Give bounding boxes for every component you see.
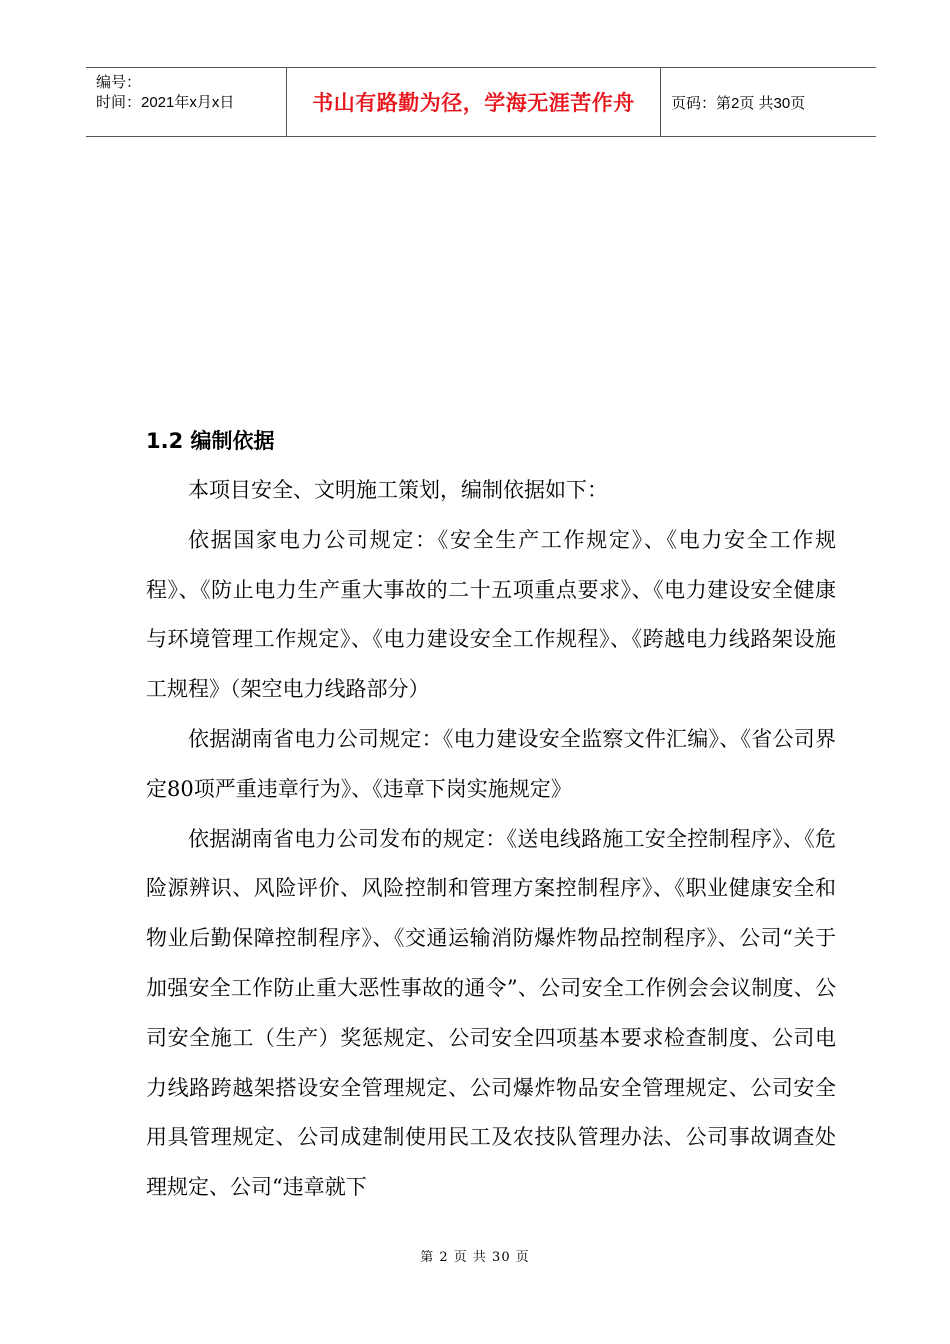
header-page-label: 页码：第2页 共30页: [671, 94, 806, 112]
page-footer: 第 2 页 共 30 页: [420, 1250, 530, 1265]
document-header: [86, 67, 876, 137]
paragraph-provincial-published-rules: 依据湖南省电力公司发布的规定：《送电线路施工安全控制程序》、《危险源辨识、风险评价、风险控制和管理方案控制程序》、《职业健康安全和物业后勤保障控制程序》、《交通运输消防爆炸物品控制程序》、公司“关于加强安全工作防止重大恶性事故的通令”、公司安全工作例会会议制度、公司安全施工（生产）奖惩规定、公司安全四项基本要求检查制度、公司电力线路跨越架搭设安全管理规定、公司爆炸物品安全管理规定、公司安全用具管理规定、公司成建制使用民工及农技队管理办法、公司事故调查处理规定、公司“违章就下: [146, 826, 836, 1200]
section-body: [146, 466, 836, 1213]
paragraph-national-rules: 依据国家电力公司规定：《安全生产工作规定》、《电力安全工作规程》、《防止电力生产重大事故的二十五项重点要求》、《电力建设安全健康与环境管理工作规定》、《电力建设安全工作规程》、《跨越电力线路架设施工规程》（架空电力线路部分）: [146, 527, 836, 702]
header-motto: 书山有路勤为径，学海无涯苦作舟: [287, 68, 661, 136]
paragraph-provincial-rules: 依据湖南省电力公司规定：《电力建设安全监察文件汇编》、《省公司界定80项严重违章行为》、《违章下岗实施规定》: [146, 726, 836, 801]
time-label: 时间：2021年x月x日: [96, 94, 235, 111]
header-meta: [86, 68, 287, 136]
paragraph-intro: 本项目安全、文明施工策划，编制依据如下：: [188, 478, 608, 502]
section-heading: 1.2 编制依据: [146, 429, 275, 453]
number-label: 编号：: [96, 74, 142, 91]
